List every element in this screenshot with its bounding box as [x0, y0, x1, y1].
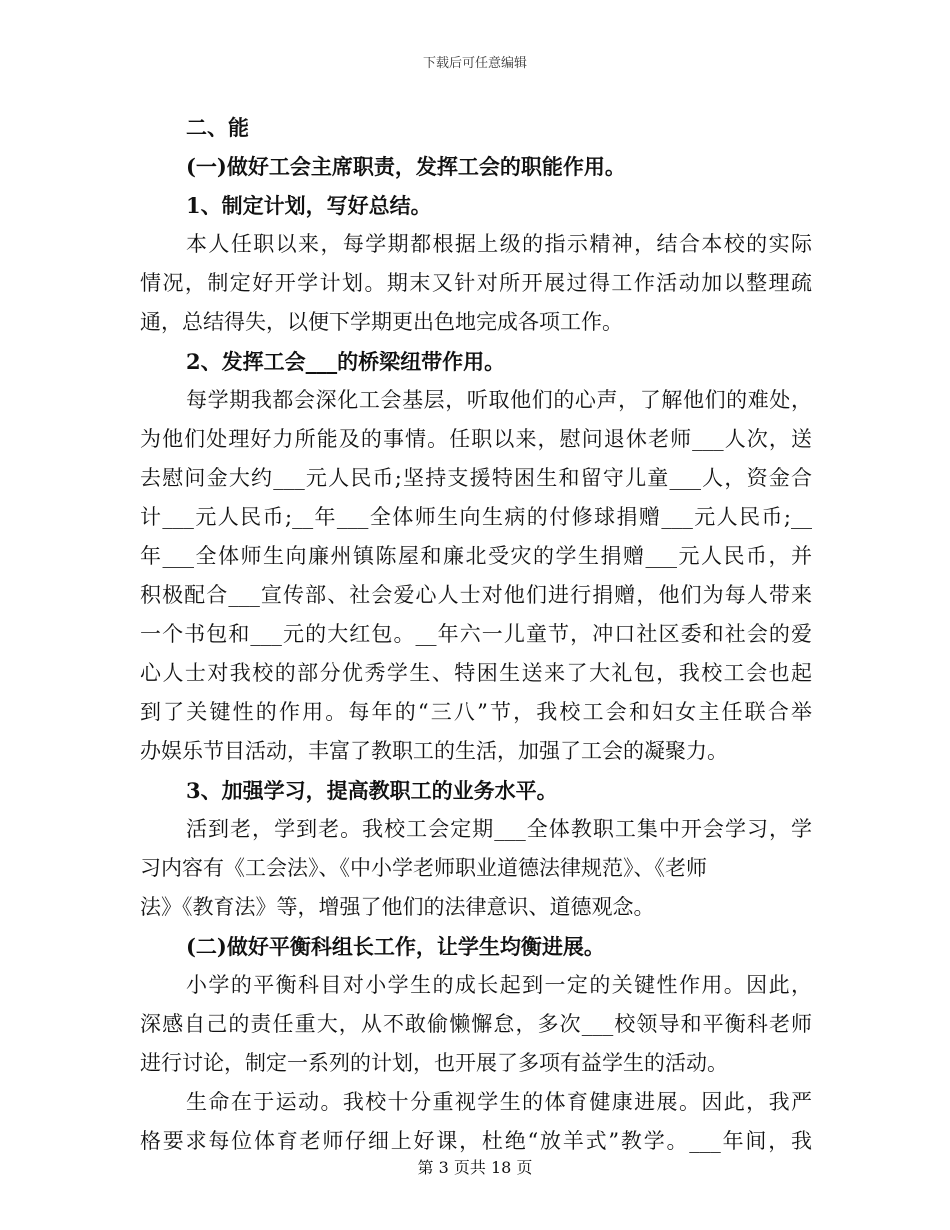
page-footer: 第 3 页共 18 页 — [417, 1158, 533, 1177]
paragraph-line: 深感自己的责任重大，从不敢偷懒懈怠，多次___校领导和平衡科老师 — [140, 1012, 812, 1036]
section-heading: 2、发挥工会___的桥梁纽带作用。 — [186, 349, 506, 374]
paragraph-line: 计___元人民币;__年___全体师生向生病的付修球捐赠___元人民币;__ — [140, 505, 812, 529]
paragraph-line: 习内容有《工会法》、《中小学老师职业道德法律规范》、《老师 — [140, 856, 707, 880]
paragraph-line: 去慰问金大约___元人民币;坚持支援特困生和留守儿童___人，资金合 — [140, 466, 812, 490]
paragraph-line: 每学期我都会深化工会基层，听取他们的心声，了解他们的难处， — [186, 388, 812, 412]
section-heading: 3、加强学习，提高教职工的业务水平。 — [186, 778, 558, 803]
paragraph-line: 情况，制定好开学计划。期末又针对所开展过得工作活动加以整理疏 — [140, 271, 812, 295]
paragraph-line: 活到老，学到老。我校工会定期___全体教职工集中开会学习，学 — [186, 817, 812, 841]
paragraph-line: 心人士对我校的部分优秀学生、特困生送来了大礼包，我校工会也起 — [140, 661, 812, 685]
paragraph-line: 年___全体师生向廉州镇陈屋和廉北受灾的学生捐赠___元人民币，并 — [140, 544, 812, 568]
paragraph-line: 小学的平衡科目对小学生的成长起到一定的关键性作用。因此， — [186, 973, 812, 997]
paragraph-line: 法》《教育法》等，增强了他们的法律意识、道德观念。 — [140, 895, 655, 919]
section-heading: (一)做好工会主席职责，发挥工会的职能作用。 — [186, 154, 626, 179]
paragraph-line: 为他们处理好力所能及的事情。任职以来，慰问退休老师___人次，送 — [140, 427, 812, 451]
paragraph-line: 一个书包和___元的大红包。__年六一儿童节，冲口社区委和社会的爱 — [140, 622, 812, 646]
section-heading: 二、能 — [186, 115, 249, 140]
paragraph-line: 办娱乐节目活动，丰富了教职工的生活，加强了工会的凝聚力。 — [140, 739, 728, 763]
paragraph-line: 本人任职以来，每学期都根据上级的指示精神，结合本校的实际 — [186, 232, 812, 256]
paragraph-line: 格要求每位体育老师仔细上好课，杜绝“放羊式”教学。___年间，我 — [140, 1129, 812, 1153]
paragraph-line: 通，总结得失，以便下学期更出色地完成各项工作。 — [140, 310, 623, 334]
document-body — [140, 108, 812, 1161]
paragraph-line: 生命在于运动。我校十分重视学生的体育健康进展。因此，我严 — [186, 1090, 812, 1114]
page-header: 下载后可任意编辑 — [422, 56, 527, 71]
paragraph-line: 进行讨论，制定一系列的计划，也开展了多项有益学生的活动。 — [140, 1051, 728, 1075]
paragraph-line: 积极配合___宣传部、社会爱心人士对他们进行捐赠，他们为每人带来 — [140, 583, 812, 607]
section-heading: 1、制定计划，写好总结。 — [186, 193, 432, 218]
section-heading: (二)做好平衡科组长工作，让学生均衡进展。 — [186, 934, 605, 959]
paragraph-line: 到了关键性的作用。每年的“三八”节，我校工会和妇女主任联合举 — [140, 700, 812, 724]
